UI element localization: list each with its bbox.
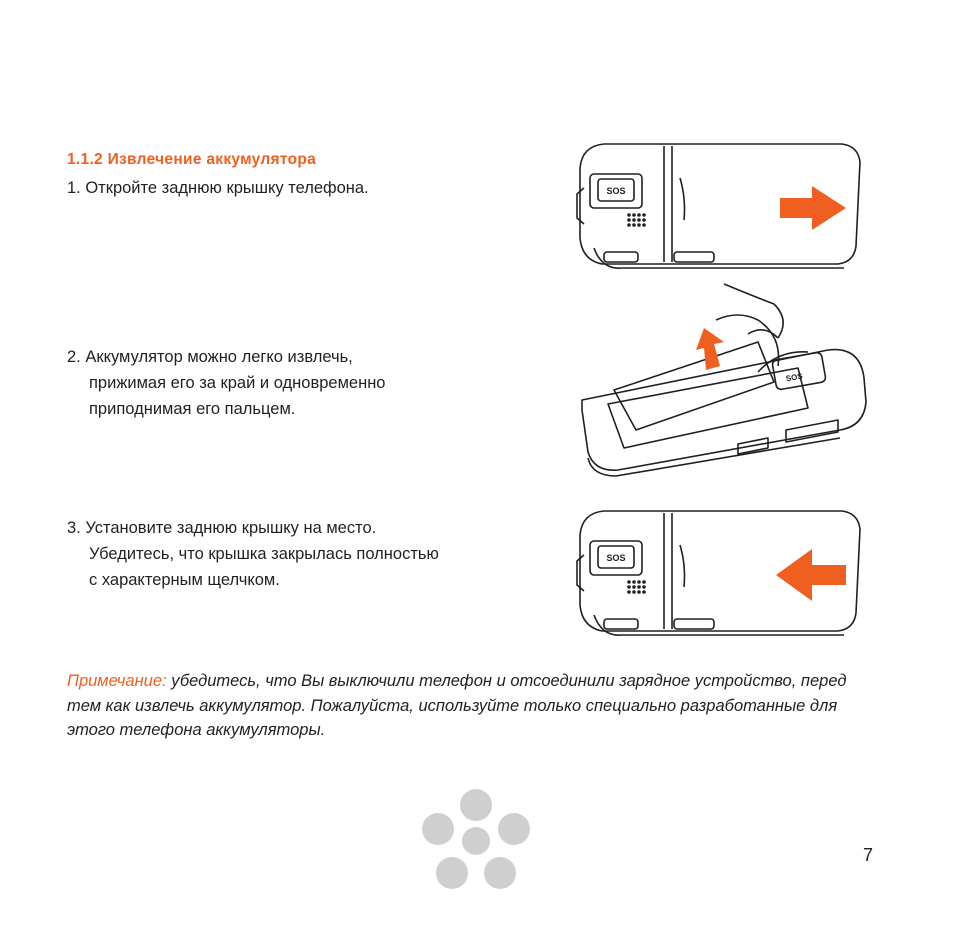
step-1-line-1: 1. Откройте заднюю крышку телефона. [67,179,369,197]
section-title: 1.1.2 Извлечение аккумулятора [67,151,317,168]
brand-logo-icon [420,785,532,891]
remove-battery-illustration [578,280,868,480]
step-2-line-3: приподнимая его пальцем. [89,400,296,418]
note-label: Примечание: [67,672,167,690]
note-text: убедитесь, что Вы выключили телефон и отсоединили зарядное устройство, перед тем как извлечь аккумулятор. Пожалуйста, используйте только специально разработанные для этого телефона аккумуляторы. [67,672,847,739]
page-number: 7 [863,845,874,865]
step-1 [67,175,369,201]
step-2 [67,344,385,422]
sos-label-1: SOS [606,186,626,196]
note [67,669,857,743]
step-3-line-2: Убедитесь, что крышка закрылась полностью [89,545,439,563]
arrow-up-icon [696,328,724,370]
step-3 [67,515,439,593]
step-2-line-1: 2. Аккумулятор можно легко извлечь, [67,348,353,366]
arrow-left-icon [776,549,846,601]
open-cover-illustration [574,138,864,276]
step-2-line-2: прижимая его за край и одновременно [89,374,386,392]
sos-label-2: SOS [785,371,804,384]
sos-label-3: SOS [606,553,626,563]
step-3-line-1: 3. Установите заднюю крышку на место. [67,519,377,537]
arrow-right-icon [780,186,846,230]
close-cover-illustration [574,505,864,643]
step-3-line-3: с характерным щелчком. [89,571,280,589]
